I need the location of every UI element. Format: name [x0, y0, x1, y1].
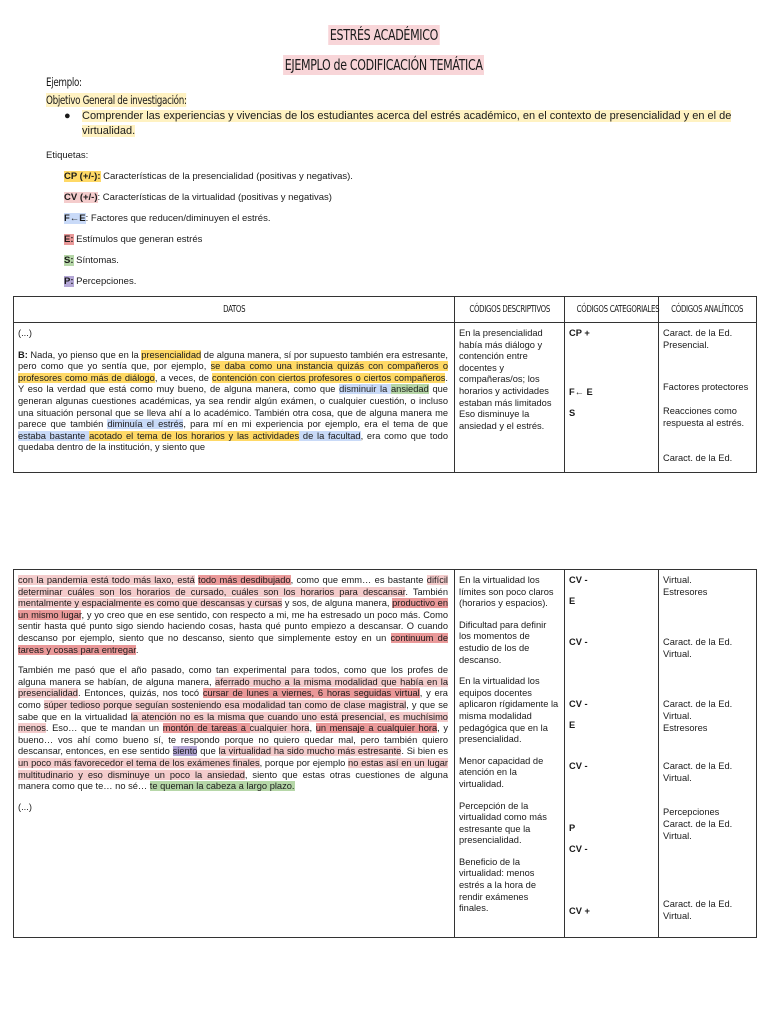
highlighted-segment: de la facultad [299, 430, 361, 441]
tag-item [64, 255, 353, 276]
highlighted-segment: mentalmente y espacialmente es como que descansas y cursas [18, 598, 283, 609]
analytic-code: Caract. de la Ed. Virtual. [663, 819, 733, 841]
bullet-icon: ● [64, 110, 71, 122]
text-segment: , era como que todo quedaba dentro de la institución, y siento que [18, 430, 449, 453]
descriptive-cell [455, 323, 565, 473]
descriptive-cell [455, 570, 565, 938]
header-descriptivos: CÓDIGOS DESCRIPTIVOS [455, 297, 565, 323]
intro-section [46, 75, 746, 139]
text-segment: También me pasó que el año pasado, como tan experimental para todos, como que los profes de alguna manera se habían, de alguna manera, [18, 665, 448, 687]
desc-item: En la presencialidad había más diálogo y contención entre docentes y compañeras/os; los horarios y actividades estaban más limitados [459, 328, 552, 408]
cat-code: CV - [569, 575, 588, 585]
text-segment: . Si bien es [401, 746, 448, 757]
highlighted-segment: productivo en un mismo lugar [18, 598, 449, 620]
analytic-code: Percepciones [663, 807, 720, 817]
desc-item: Percepción de la virtualidad como más estresante que la presencialidad. [459, 800, 547, 846]
highlighted-segment: se daba como una instancia quizás con compañeros o profesores como más de diálogo [18, 361, 448, 383]
highlighted-segment: la atención no es la misma que cuando uno está presencial, es muchísimo menos [18, 711, 448, 734]
tag-description: Percepciones. [73, 276, 137, 287]
highlighted-segment: aferrado mucho a la misma modalidad que había en la presencialidad [18, 676, 448, 699]
text-segment: , a veces, de [154, 372, 213, 383]
tag-code: CP (+/-): [64, 171, 101, 182]
tag-item [64, 276, 353, 297]
text-segment: , como que emm… es bastante [290, 575, 427, 585]
highlighted-segment: diminuía el estrés [107, 419, 184, 430]
desc-item: En la virtualidad los límites son poco claros (horarios y espacios). [459, 575, 554, 609]
cat-code: P [569, 823, 576, 833]
highlighted-segment: un mensaje a cualquier hora [315, 723, 438, 734]
text-segment: , y bueno… vos ahí como bueno sí, te respondo porque no quiero quedar mal, pero también quiero descansar, entonces, en ese sentido [18, 723, 448, 757]
highlighted-segment: cualquier hora [249, 723, 310, 734]
cat-code: CV - [569, 637, 588, 647]
text-segment: , para mí en mi experiencia por ejemplo, era el tema de que [183, 419, 449, 430]
cat-code: CV - [569, 761, 588, 771]
objective-text: Comprender las experiencias y vivencias de los estudiantes acerca del estrés académico, en el contexto de presencialidad y en el de virtualidad. [82, 110, 732, 137]
text-segment: de alguna manera, sí por supuesto también era estresante, pero como que yo sentía que, por ejemplo, [18, 349, 448, 372]
tag-description: Características de la presencialidad (positivas y negativas). [100, 171, 353, 182]
tag-code: CV (+/-) [64, 192, 98, 203]
text-segment: , siento que estas otras cuestiones de alguna manera como que te… no sé… [18, 769, 449, 792]
text-segment: , y que se sabe que en la virtualidad [18, 699, 449, 722]
text-segment: , [309, 723, 316, 734]
document-subtitle: EJEMPLO de CODIFICACIÓN TEMÁTICA [285, 56, 483, 74]
tag-item [64, 234, 353, 255]
desc-item: En la virtualidad los equipos docentes aplicaron rígidamente la misma modalidad pedagógica que en la presencialidad. [459, 676, 559, 745]
objective-list [64, 109, 746, 139]
tag-description: : Factores que reducen/diminuyen el estrés. [85, 213, 271, 224]
tag-description: Estímulos que generan estrés [73, 234, 203, 245]
highlighted-segment: un poco más favorecedor el tema de los exámenes finales [18, 757, 260, 768]
highlighted-segment: estaba bastante [18, 430, 90, 441]
ellipsis: (...) [18, 328, 32, 338]
desc-item: Dificultad para definir los momentos de estudio de los de descanso. [459, 619, 547, 665]
analytic-code: Factores protectores [663, 382, 749, 392]
analytic-cell [659, 570, 757, 938]
ellipsis: (...) [18, 801, 32, 812]
highlighted-segment: todo más desdibujado [198, 575, 291, 585]
cat-code: CV - [569, 699, 588, 709]
cat-code: S [569, 408, 576, 418]
header-datos: DATOS [14, 297, 455, 323]
transcript-paragraph [18, 665, 448, 793]
desc-item: Beneficio de la virtualidad: menos estrés a la hora de rendir exámenes finales. [459, 856, 537, 914]
document-title: ESTRÉS ACADÉMICO [329, 26, 439, 44]
analytic-code: Caract. de la Ed. Virtual. [663, 699, 733, 721]
tag-description: Síntomas. [73, 255, 119, 266]
datos-cell [14, 323, 455, 473]
analytic-cell [659, 323, 757, 473]
text-segment: . Entonces, quizás, nos tocó [77, 688, 203, 699]
highlighted-segment: ansiedad [391, 384, 429, 395]
text-segment: , y yo creo que en ese sentido, con respecto a mi, me ha estresado un poco más. Como sentir hasta qué punto sigo siendo haciendo cosas, hasta qué punto empiezo a descansar. O cuando descanso por ejemplo, siento que no descanso, siento que simplemente estoy en un [18, 609, 448, 643]
cat-code: CP + [569, 328, 590, 338]
text-segment: . Eso… que te mandan un [45, 723, 163, 734]
transcript-paragraph [18, 575, 448, 656]
tag-code: F←E [64, 213, 86, 224]
highlighted-segment: continuum de tareas y cosas para entregar [18, 632, 448, 655]
transcript-paragraph [18, 350, 448, 454]
highlighted-segment: la virtualidad ha sido mucho más estresante [218, 746, 402, 757]
desc-item: Eso disminuye la ansiedad y el estrés. [459, 409, 545, 431]
categorical-cell [565, 570, 659, 938]
categorical-cell [565, 323, 659, 473]
tag-code: P: [64, 276, 74, 287]
text-segment: . También [405, 586, 449, 597]
objective-label: Objetivo General de investigación: [46, 93, 187, 107]
table-row [14, 570, 757, 938]
highlighted-segment: con la pandemia está todo más laxo, está [18, 575, 195, 585]
highlighted-segment: te queman la cabeza a largo plazo. [149, 781, 295, 792]
example-label: Ejemplo: [46, 75, 82, 89]
document-header [0, 25, 768, 74]
cat-code: F← E [569, 387, 593, 397]
analytic-code: Caract. de la Ed. Virtual. [663, 761, 733, 783]
cat-code: E [569, 720, 576, 730]
highlighted-segment: cursar de lunes a viernes, 6 horas seguidas virtual [202, 688, 420, 699]
objective-item [64, 109, 746, 139]
analytic-code: Caract. de la Ed. Virtual. [663, 637, 733, 659]
cat-code: E [569, 596, 576, 606]
cat-code: CV + [569, 906, 590, 916]
highlighted-segment: no estas así en un lugar multitudinario y eso disminuye un poco la ansiedad [18, 757, 449, 780]
text-segment: . [135, 644, 139, 655]
table-row [14, 323, 757, 473]
tag-code: E: [64, 234, 74, 245]
tags-section [46, 150, 353, 297]
text-segment: que [197, 746, 219, 757]
analytic-code: Estresores [663, 723, 708, 733]
desc-item: Menor capacidad de atención en la virtualidad. [459, 755, 544, 789]
text-segment: Nada, yo pienso que en la [27, 349, 142, 360]
tag-item [64, 213, 353, 234]
header-categoriales: CÓDIGOS CATEGORIALES [565, 297, 659, 323]
highlighted-segment: acotado el tema de los horarios y las actividades [89, 430, 300, 441]
tags-label: Etiquetas: [46, 150, 89, 161]
highlighted-segment: súper tedioso porque seguían sosteniendo esa modalidad tan como de clase magistral [43, 699, 407, 710]
cat-code: CV - [569, 844, 588, 854]
analytic-code: Caract. de la Ed. [663, 453, 733, 463]
text-segment: que generan algunas cuestiones académicas, ya sea rendir algún exámen, o cualquier cuestión, o incluso una situación personal que se lleva ahí a lo académico. También otra cosa, que de alguna manera me parece que también [18, 384, 448, 430]
highlighted-segment: disminuir la [339, 384, 391, 395]
header-analiticos: CÓDIGOS ANALÍTICOS [659, 297, 757, 323]
highlighted-segment: difícil determinar cuáles son los horarios de cursado, cuáles son los horarios para descansar [18, 575, 448, 597]
tag-item [64, 192, 353, 213]
analytic-code: Virtual. [663, 575, 692, 585]
analytic-code: Estresores [663, 587, 708, 597]
tag-description: : Características de la virtualidad (positivas y negativas) [97, 192, 332, 203]
analytic-code: Caract. de la Ed. Presencial. [663, 328, 733, 350]
tag-code: S: [64, 255, 74, 266]
highlighted-segment: siento [172, 746, 198, 757]
text-segment: B: [18, 349, 28, 360]
highlighted-segment: contención con ciertos profesores o ciertos compañeros [212, 372, 446, 383]
coding-table-page2 [13, 569, 757, 938]
table-header-row [14, 297, 757, 323]
datos-cell [14, 570, 455, 938]
analytic-code: Caract. de la Ed. Virtual. [663, 899, 733, 921]
text-segment: y sos, de alguna manera, [282, 598, 393, 609]
tag-item [64, 171, 353, 192]
highlighted-segment: presencialidad [141, 349, 202, 360]
text-segment: , y era como [18, 688, 448, 710]
analytic-code: Reacciones como respuesta al estrés. [663, 406, 745, 428]
text-segment: , porque por ejemplo [259, 757, 349, 768]
highlighted-segment: montón de tareas a [162, 723, 250, 734]
coding-table-page1 [13, 296, 757, 473]
text-segment: . Y eso la verdad que está como muy bueno, de alguna manera, como que [18, 372, 449, 395]
